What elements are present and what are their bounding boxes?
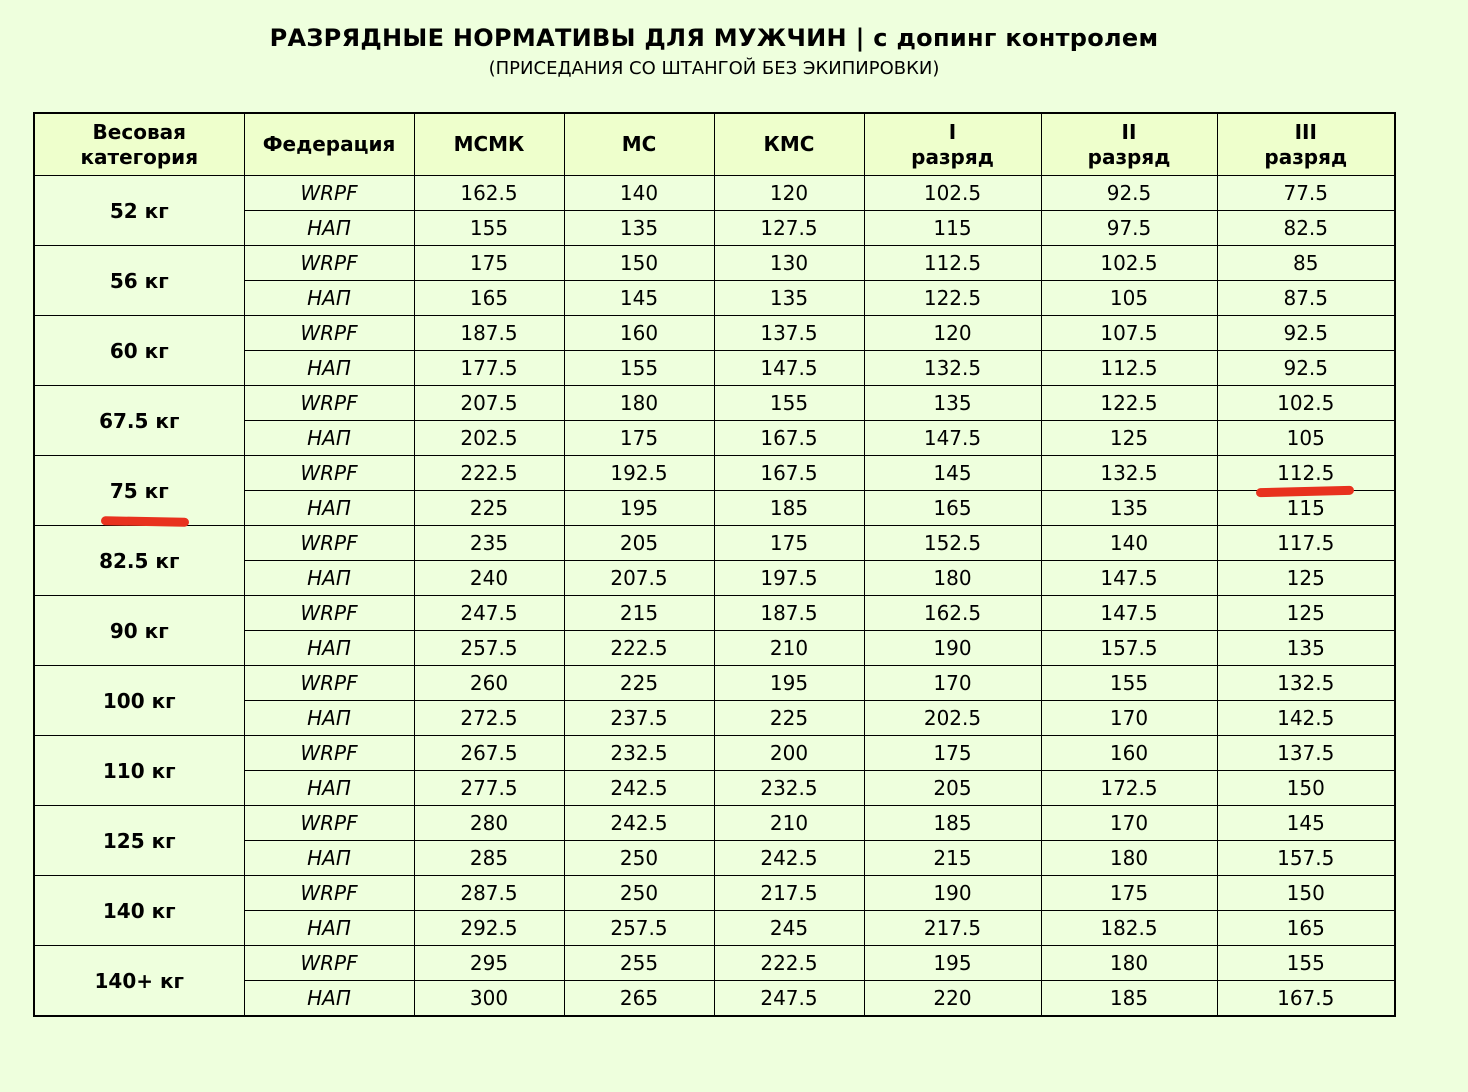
value-cell: 175: [864, 736, 1041, 771]
value-cell: 250: [564, 841, 714, 876]
value-cell: 247.5: [714, 981, 864, 1017]
value-cell: 180: [1041, 946, 1217, 981]
value-cell: 87.5: [1217, 281, 1395, 316]
value-cell: 265: [564, 981, 714, 1017]
federation-cell: WRPF: [244, 946, 414, 981]
value-cell: 255: [564, 946, 714, 981]
value-cell: 165: [1217, 911, 1395, 946]
value-cell: 102.5: [864, 176, 1041, 211]
value-cell: 150: [564, 246, 714, 281]
value-cell: 115: [864, 211, 1041, 246]
value-cell: 105: [1217, 421, 1395, 456]
value-cell: 197.5: [714, 561, 864, 596]
value-cell: 180: [1041, 841, 1217, 876]
value-cell: 242.5: [564, 771, 714, 806]
federation-cell: НАП: [244, 491, 414, 526]
federation-cell: WRPF: [244, 876, 414, 911]
header-kms: КМС: [714, 113, 864, 176]
value-cell: 232.5: [564, 736, 714, 771]
value-cell: 102.5: [1217, 386, 1395, 421]
header-rank-3-line1: III: [1294, 119, 1317, 144]
table-row: [34, 456, 1395, 491]
value-cell: 250: [564, 876, 714, 911]
table-row: [34, 316, 1395, 351]
weight-category-cell: 140+ кг: [34, 946, 244, 1017]
value-cell: 137.5: [714, 316, 864, 351]
value-cell: 107.5: [1041, 316, 1217, 351]
value-cell: 280: [414, 806, 564, 841]
table-row: [34, 946, 1395, 981]
federation-cell: НАП: [244, 771, 414, 806]
value-cell: 175: [414, 246, 564, 281]
header-ms: МС: [564, 113, 714, 176]
value-cell: 287.5: [414, 876, 564, 911]
value-cell: 145: [1217, 806, 1395, 841]
value-cell: 82.5: [1217, 211, 1395, 246]
value-cell: 257.5: [564, 911, 714, 946]
value-cell: 202.5: [864, 701, 1041, 736]
header-rank-1-line2: разряд: [911, 144, 994, 169]
value-cell: 170: [1041, 806, 1217, 841]
weight-category-cell: 75 кг: [34, 456, 244, 526]
federation-cell: НАП: [244, 841, 414, 876]
value-cell: 150: [1217, 771, 1395, 806]
value-cell: 210: [714, 631, 864, 666]
value-cell: 165: [414, 281, 564, 316]
weight-category-cell: 60 кг: [34, 316, 244, 386]
value-cell: 155: [714, 386, 864, 421]
value-cell: 187.5: [414, 316, 564, 351]
header-rank-3-line2: разряд: [1264, 144, 1348, 169]
value-cell: 167.5: [714, 421, 864, 456]
value-cell: 272.5: [414, 701, 564, 736]
value-cell: 245: [714, 911, 864, 946]
value-cell: 192.5: [564, 456, 714, 491]
value-cell: 235: [414, 526, 564, 561]
value-cell: 190: [864, 631, 1041, 666]
value-cell: 125: [1041, 421, 1217, 456]
federation-cell: WRPF: [244, 736, 414, 771]
norms-table: [33, 112, 1396, 1017]
value-cell: 215: [864, 841, 1041, 876]
header-rank-1-line1: I: [948, 119, 957, 144]
table-row: [34, 736, 1395, 771]
value-cell: 112.5: [864, 246, 1041, 281]
red-underline-75kg: [101, 516, 189, 527]
page-subtitle: (ПРИСЕДАНИЯ СО ШТАНГОЙ БЕЗ ЭКИПИРОВКИ): [488, 58, 940, 79]
federation-cell: WRPF: [244, 526, 414, 561]
value-cell: 185: [864, 806, 1041, 841]
value-cell: 142.5: [1217, 701, 1395, 736]
value-cell: 257.5: [414, 631, 564, 666]
header-rank-2-line1: II: [1121, 119, 1137, 144]
header-rank-3: [1217, 113, 1395, 176]
value-cell: 77.5: [1217, 176, 1395, 211]
value-cell: 160: [564, 316, 714, 351]
value-cell: 132.5: [864, 351, 1041, 386]
federation-cell: НАП: [244, 911, 414, 946]
value-cell: 177.5: [414, 351, 564, 386]
value-cell: 215: [564, 596, 714, 631]
header-rank-2-line2: разряд: [1087, 144, 1171, 169]
header-federation: Федерация: [244, 113, 414, 176]
federation-cell: WRPF: [244, 596, 414, 631]
value-cell: 260: [414, 666, 564, 701]
table-row: [34, 176, 1395, 211]
value-cell: 247.5: [414, 596, 564, 631]
federation-cell: WRPF: [244, 176, 414, 211]
value-cell: 170: [1041, 701, 1217, 736]
weight-category-cell: 125 кг: [34, 806, 244, 876]
header-rank-2: [1041, 113, 1217, 176]
value-cell: 172.5: [1041, 771, 1217, 806]
federation-cell: WRPF: [244, 386, 414, 421]
weight-category-cell: 52 кг: [34, 176, 244, 246]
federation-cell: НАП: [244, 421, 414, 456]
value-cell: 220: [864, 981, 1041, 1017]
value-cell: 125: [1217, 561, 1395, 596]
weight-category-cell: 100 кг: [34, 666, 244, 736]
weight-category-cell: 82.5 кг: [34, 526, 244, 596]
value-cell: 207.5: [564, 561, 714, 596]
value-cell: 140: [1041, 526, 1217, 561]
value-cell: 115: [1217, 491, 1395, 526]
value-cell: 267.5: [414, 736, 564, 771]
value-cell: 135: [864, 386, 1041, 421]
value-cell: 300: [414, 981, 564, 1017]
value-cell: 277.5: [414, 771, 564, 806]
weight-category-cell: 90 кг: [34, 596, 244, 666]
value-cell: 137.5: [1217, 736, 1395, 771]
value-cell: 152.5: [864, 526, 1041, 561]
value-cell: 127.5: [714, 211, 864, 246]
value-cell: 120: [714, 176, 864, 211]
value-cell: 155: [414, 211, 564, 246]
header-weight-line1: Весовая: [92, 119, 186, 144]
value-cell: 205: [564, 526, 714, 561]
value-cell: 202.5: [414, 421, 564, 456]
value-cell: 92.5: [1041, 176, 1217, 211]
table-row: [34, 806, 1395, 841]
value-cell: 85: [1217, 246, 1395, 281]
header-weight-line2: категория: [80, 144, 199, 169]
value-cell: 240: [414, 561, 564, 596]
table-row: [34, 666, 1395, 701]
value-cell: 222.5: [414, 456, 564, 491]
value-cell: 167.5: [1217, 981, 1395, 1017]
value-cell: 147.5: [714, 351, 864, 386]
table-row: [34, 246, 1395, 281]
value-cell: 190: [864, 876, 1041, 911]
value-cell: 175: [1041, 876, 1217, 911]
value-cell: 92.5: [1217, 316, 1395, 351]
header-row: [34, 113, 1395, 176]
value-cell: 175: [714, 526, 864, 561]
value-cell: 222.5: [714, 946, 864, 981]
table-row: [34, 876, 1395, 911]
header-weight-category: [34, 113, 244, 176]
value-cell: 210: [714, 806, 864, 841]
weight-category-cell: 110 кг: [34, 736, 244, 806]
value-cell: 135: [1041, 491, 1217, 526]
value-cell: 150: [1217, 876, 1395, 911]
value-cell: 170: [864, 666, 1041, 701]
value-cell: 135: [1217, 631, 1395, 666]
value-cell: 102.5: [1041, 246, 1217, 281]
value-cell: 285: [414, 841, 564, 876]
value-cell: 167.5: [714, 456, 864, 491]
value-cell: 195: [864, 946, 1041, 981]
federation-cell: WRPF: [244, 806, 414, 841]
value-cell: 185: [1041, 981, 1217, 1017]
value-cell: 132.5: [1217, 666, 1395, 701]
value-cell: 222.5: [564, 631, 714, 666]
value-cell: 147.5: [864, 421, 1041, 456]
value-cell: 105: [1041, 281, 1217, 316]
value-cell: 122.5: [1041, 386, 1217, 421]
value-cell: 225: [414, 491, 564, 526]
value-cell: 132.5: [1041, 456, 1217, 491]
federation-cell: НАП: [244, 981, 414, 1017]
federation-cell: WRPF: [244, 246, 414, 281]
value-cell: 205: [864, 771, 1041, 806]
value-cell: 225: [564, 666, 714, 701]
value-cell: 292.5: [414, 911, 564, 946]
page-title: РАЗРЯДНЫЕ НОРМАТИВЫ ДЛЯ МУЖЧИН | с допинг контролем: [269, 24, 1159, 52]
value-cell: 180: [864, 561, 1041, 596]
table-row: [34, 526, 1395, 561]
value-cell: 157.5: [1041, 631, 1217, 666]
value-cell: 225: [714, 701, 864, 736]
federation-cell: НАП: [244, 631, 414, 666]
table-row: [34, 386, 1395, 421]
value-cell: 147.5: [1041, 596, 1217, 631]
value-cell: 217.5: [714, 876, 864, 911]
federation-cell: WRPF: [244, 316, 414, 351]
federation-cell: НАП: [244, 351, 414, 386]
value-cell: 232.5: [714, 771, 864, 806]
table-row: [34, 596, 1395, 631]
value-cell: 125: [1217, 596, 1395, 631]
value-cell: 145: [564, 281, 714, 316]
weight-category-cell: 67.5 кг: [34, 386, 244, 456]
federation-cell: НАП: [244, 281, 414, 316]
value-cell: 180: [564, 386, 714, 421]
value-cell: 145: [864, 456, 1041, 491]
value-cell: 187.5: [714, 596, 864, 631]
value-cell: 195: [564, 491, 714, 526]
header-msmk: МСМК: [414, 113, 564, 176]
value-cell: 112.5: [1217, 456, 1395, 491]
weight-category-cell: 140 кг: [34, 876, 244, 946]
value-cell: 165: [864, 491, 1041, 526]
value-cell: 147.5: [1041, 561, 1217, 596]
value-cell: 92.5: [1217, 351, 1395, 386]
value-cell: 195: [714, 666, 864, 701]
value-cell: 155: [1041, 666, 1217, 701]
value-cell: 97.5: [1041, 211, 1217, 246]
federation-cell: WRPF: [244, 666, 414, 701]
value-cell: 155: [1217, 946, 1395, 981]
federation-cell: НАП: [244, 211, 414, 246]
value-cell: 185: [714, 491, 864, 526]
value-cell: 207.5: [414, 386, 564, 421]
value-cell: 120: [864, 316, 1041, 351]
value-cell: 122.5: [864, 281, 1041, 316]
value-cell: 217.5: [864, 911, 1041, 946]
weight-category-cell: 56 кг: [34, 246, 244, 316]
value-cell: 200: [714, 736, 864, 771]
value-cell: 135: [564, 211, 714, 246]
header-rank-1: [864, 113, 1041, 176]
value-cell: 182.5: [1041, 911, 1217, 946]
value-cell: 242.5: [564, 806, 714, 841]
value-cell: 162.5: [864, 596, 1041, 631]
value-cell: 140: [564, 176, 714, 211]
federation-cell: WRPF: [244, 456, 414, 491]
value-cell: 295: [414, 946, 564, 981]
federation-cell: НАП: [244, 561, 414, 596]
value-cell: 242.5: [714, 841, 864, 876]
value-cell: 155: [564, 351, 714, 386]
value-cell: 135: [714, 281, 864, 316]
value-cell: 162.5: [414, 176, 564, 211]
value-cell: 175: [564, 421, 714, 456]
federation-cell: НАП: [244, 701, 414, 736]
value-cell: 117.5: [1217, 526, 1395, 561]
value-cell: 130: [714, 246, 864, 281]
value-cell: 160: [1041, 736, 1217, 771]
value-cell: 237.5: [564, 701, 714, 736]
value-cell: 157.5: [1217, 841, 1395, 876]
norms-table-body: [34, 176, 1395, 1017]
value-cell: 112.5: [1041, 351, 1217, 386]
